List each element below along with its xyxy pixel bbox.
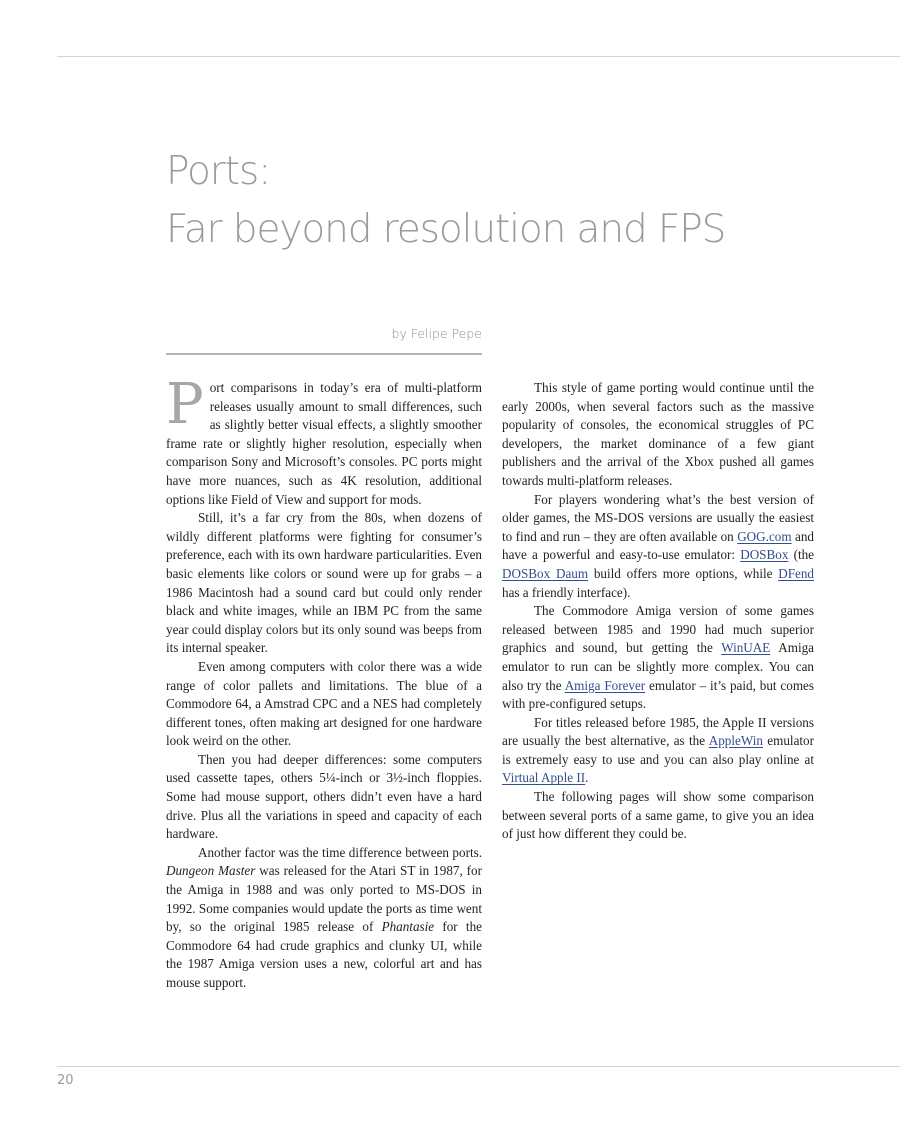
byline: by Felipe Pepe (391, 326, 482, 341)
inline-link[interactable]: WinUAE (721, 640, 771, 656)
paragraph-text: The Commodore Amiga version of some games released between 1985 and 1990 had much superior graphics and sound, but getting the (502, 603, 814, 656)
inline-link[interactable]: DOSBox (740, 547, 789, 563)
page-title (166, 143, 725, 259)
paragraph-text: Another factor was the time difference between ports. (198, 844, 482, 860)
title-line-1: Ports: (166, 149, 271, 194)
paragraph-text: . (585, 770, 589, 786)
body-paragraph (166, 658, 482, 751)
right-column (502, 379, 814, 844)
paragraph-text: For titles released before 1985, the Apple II versions are usually the best alternative, as the (502, 714, 814, 749)
paragraph-text: For players wondering what’s the best version of older games, the MS-DOS versions are usually the easiest to find and run – they are often available on (502, 491, 814, 544)
inline-link[interactable]: Virtual Apple II (502, 770, 586, 786)
body-paragraph (502, 788, 814, 844)
paragraph-text: was released for the Atari ST in 1987, for the Amiga in 1988 and was only ported to MS-DOS in 1992. Some companies would update the ports as time went by, so the original 1985 release of (166, 863, 482, 935)
title-line-2: Far beyond resolution and FPS (166, 207, 726, 252)
paragraph-text: The following pages will show some comparison between several ports of a same game, to give you an idea of just how different they could be. (502, 789, 814, 842)
paragraph-text: and have a powerful and easy-to-use emulator: (502, 528, 815, 563)
body-paragraph (166, 844, 482, 993)
paragraph-text: emulator is extremely easy to use and you can also play online at (502, 733, 814, 767)
page-number: 20 (57, 1073, 74, 1088)
paragraph-text: This style of game porting would continue until the early 2000s, when several factors such as the massive popularity of consoles, the economical struggles of PC developers, the market dominance of a few giant publishers and the arrival of the Xbox pushed all games towards multi-platform releases. (502, 380, 814, 488)
bottom-rule (57, 1066, 900, 1067)
body-paragraph (502, 602, 814, 714)
inline-link[interactable]: Amiga Forever (564, 677, 646, 693)
paragraph-text: Then you had deeper differences: some computers used cassette tapes, others 5¼-inch or 3½-inch floppies. Some had mouse support, others didn’t even have a hard drive. Plus all the variations in speed and capacity of each hardware. (166, 751, 482, 842)
body-paragraph (502, 714, 814, 788)
inline-link[interactable]: GOG.com (737, 528, 792, 544)
paragraph-text: Amiga emulator to run can be slightly more complex. You can also try the (502, 640, 815, 693)
paragraph-text: for the Commodore 64 had crude graphics and clunky UI, while the 1987 Amiga version uses a new, colorful art and has mouse support. (166, 919, 482, 990)
paragraph-text: build offers more options, while (588, 565, 779, 581)
paragraph-text: emulator – it’s paid, but comes with pre-configured setups. (502, 677, 814, 712)
paragraph-text: ort comparisons in today’s era of multi-platform releases usually amount to small differences, such as slightly better visual effects, a slightly smoother frame rate or slightly higher resolution, especially when comparison Sony and Microsoft’s consoles. PC ports might have more nuances, such as 4K resolution, additional options like Field of View and support for mods. (166, 380, 482, 507)
paragraph-text: has a friendly interface). (502, 584, 631, 600)
body-paragraph (502, 491, 814, 603)
game-title-emphasis: Phantasie (381, 919, 435, 935)
body-paragraph (166, 751, 482, 844)
body-paragraph (166, 509, 482, 658)
drop-cap: P (166, 372, 204, 437)
inline-link[interactable]: DFend (778, 565, 815, 581)
inline-link[interactable]: AppleWin (708, 733, 763, 749)
byline-rule (166, 353, 482, 355)
game-title-emphasis: Dungeon Master (166, 863, 256, 879)
left-column (166, 372, 482, 993)
top-rule (57, 56, 900, 57)
inline-link[interactable]: DOSBox Daum (502, 565, 589, 581)
paragraph-text: Even among computers with color there was a wide range of color pallets and limitations. The blue of a Commodore 64, a Amstrad CPC and a NES had completely different tones, often making art designed for one hardware look weird on the other. (166, 658, 482, 749)
body-paragraph (502, 379, 814, 491)
paragraph-text: (the (788, 547, 814, 563)
body-paragraph (166, 372, 482, 509)
paragraph-text: Still, it’s a far cry from the 80s, when dozens of wildly different platforms were fighting for consumer’s preference, each with its own hardware particularities. Even basic elements like colors or sound were up for grabs – a 1986 Macintosh had a sound card but could only render black and white images, while an IBM PC from the same year could display colors but its only sound was beeps from its internal speaker. (166, 510, 482, 656)
